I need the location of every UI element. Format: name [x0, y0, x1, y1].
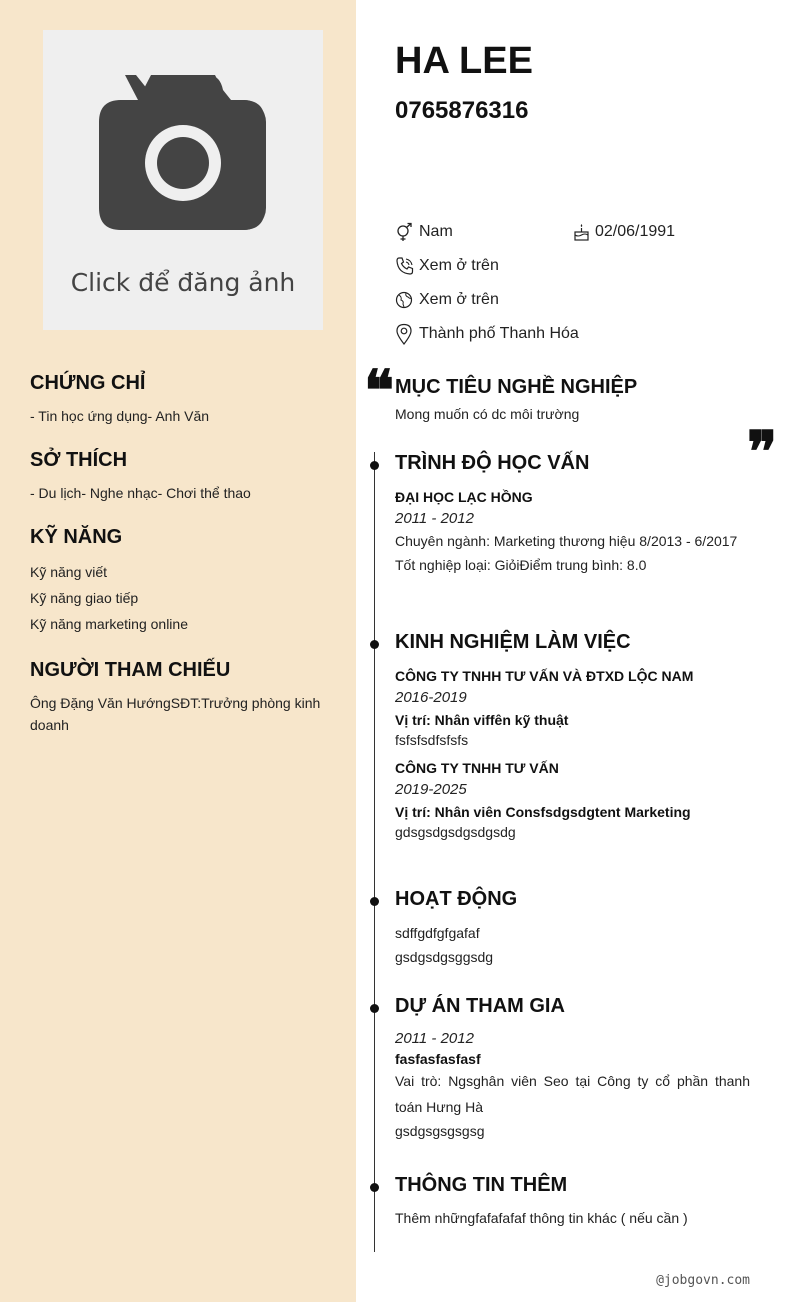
job-description: gdsgsdgsdgsdgsdg: [395, 824, 516, 840]
skills-title: KỸ NĂNG: [30, 526, 123, 548]
photo-caption: Click để đăng ảnh: [70, 268, 296, 297]
references-section: [30, 659, 340, 736]
timeline-dot: [370, 1004, 379, 1013]
job-description: fsfsfsdfsfsfs: [395, 732, 469, 748]
education-school: ĐẠI HỌC LẠC HỒNG: [395, 489, 533, 505]
certificates-title: CHỨNG CHỈ: [30, 372, 146, 394]
experience-section: [395, 631, 750, 844]
job-period: 2019-2025: [395, 781, 467, 798]
objective-text: Mong muốn có dc môi trường: [395, 406, 580, 422]
timeline-dot: [370, 640, 379, 649]
education-period: 2011 - 2012: [395, 510, 474, 527]
gender-icon: [395, 222, 415, 242]
job-period: 2016-2019: [395, 689, 467, 706]
education-major: Chuyên ngành: Marketing thương hiệu 8/2013 - 6/2017: [395, 533, 738, 549]
footer-watermark: @jobgovn.com: [656, 1273, 750, 1288]
objective-section: [395, 376, 750, 427]
activities-title: HOẠT ĐỘNG: [395, 888, 518, 910]
candidate-phone: 0765876316: [395, 97, 529, 124]
address-row: [395, 323, 579, 345]
address-value: Thành phố Thanh Hóa: [419, 325, 579, 342]
timeline-dot: [370, 897, 379, 906]
hobbies-text: - Du lịch- Nghe nhạc- Chơi thể thao: [30, 485, 251, 501]
project-period: 2011 - 2012: [395, 1030, 474, 1047]
project-description: gsdgsgsgsgsg: [395, 1123, 485, 1139]
activity-line: sdffgdfgfgafaf: [395, 925, 480, 941]
job-company: CÔNG TY TNHH TƯ VẤN VÀ ĐTXD LỘC NAM: [395, 668, 694, 684]
skills-section: [30, 526, 340, 637]
activity-line: gsdgsdgsggsdg: [395, 949, 494, 965]
extra-info-text: Thêm nhữngfafafafaf thông tin khác ( nếu cần ): [395, 1210, 688, 1226]
gender-row: [395, 221, 453, 243]
project-name: fasfasfasfasf: [395, 1051, 481, 1067]
location-pin-icon: [395, 323, 415, 345]
contact-phone-row: [395, 255, 499, 277]
timeline-line: [374, 452, 375, 1252]
job-company: CÔNG TY TNHH TƯ VẤN: [395, 760, 559, 776]
objective-title: MỤC TIÊU NGHỀ NGHIỆP: [395, 376, 638, 398]
camera-icon: [43, 30, 323, 260]
profile-photo-upload[interactable]: [43, 30, 323, 330]
globe-icon: [395, 290, 415, 310]
education-section: [395, 452, 750, 576]
activities-section: [395, 888, 750, 969]
website-value: Xem ở trên: [419, 291, 499, 308]
candidate-name: HA LEE: [395, 40, 533, 82]
skill-item: Kỹ năng giao tiếp: [30, 590, 139, 606]
gender-value: Nam: [419, 223, 453, 240]
timeline-dot: [370, 1183, 379, 1192]
references-title: NGƯỜI THAM CHIẾU: [30, 659, 231, 681]
birthday-row: [573, 221, 675, 243]
extra-info-title: THÔNG TIN THÊM: [395, 1174, 568, 1196]
certificates-section: [30, 372, 340, 427]
job-position: Vị trí: Nhân viên Consfsdgsdgtent Marketing: [395, 804, 691, 820]
education-result: Tốt nghiệp loại: GiỏiĐiểm trung bình: 8.0: [395, 557, 647, 573]
close-quote-icon: ❞: [747, 419, 778, 485]
skill-item: Kỹ năng viết: [30, 564, 108, 580]
projects-section: [395, 995, 750, 1142]
extra-info-section: [395, 1174, 750, 1231]
hobbies-title: SỞ THÍCH: [30, 449, 128, 471]
contact-phone-value: Xem ở trên: [419, 257, 499, 274]
birthday-value: 02/06/1991: [595, 223, 676, 240]
website-row: [395, 289, 499, 311]
timeline-dot: [370, 461, 379, 470]
job-position: Vị trí: Nhân viffên kỹ thuật: [395, 712, 569, 728]
birthday-cake-icon: [573, 222, 591, 242]
references-text: Ông Đặng Văn HướngSĐT:Trưởng phòng kinh doanh: [30, 695, 321, 733]
phone-icon: [395, 256, 415, 276]
certificates-text: - Tin học ứng dụng- Anh Văn: [30, 408, 210, 424]
hobbies-section: [30, 449, 340, 504]
experience-title: KINH NGHIỆM LÀM VIỆC: [395, 631, 631, 653]
education-title: TRÌNH ĐỘ HỌC VẤN: [395, 452, 590, 474]
project-role: Vai trò: Ngsghân viên Seo tại Công ty cổ phần thanh toán Hưng Hà: [395, 1073, 750, 1115]
skill-item: Kỹ năng marketing online: [30, 616, 188, 632]
projects-title: DỰ ÁN THAM GIA: [395, 995, 565, 1017]
open-quote-icon: ❝: [364, 358, 395, 424]
